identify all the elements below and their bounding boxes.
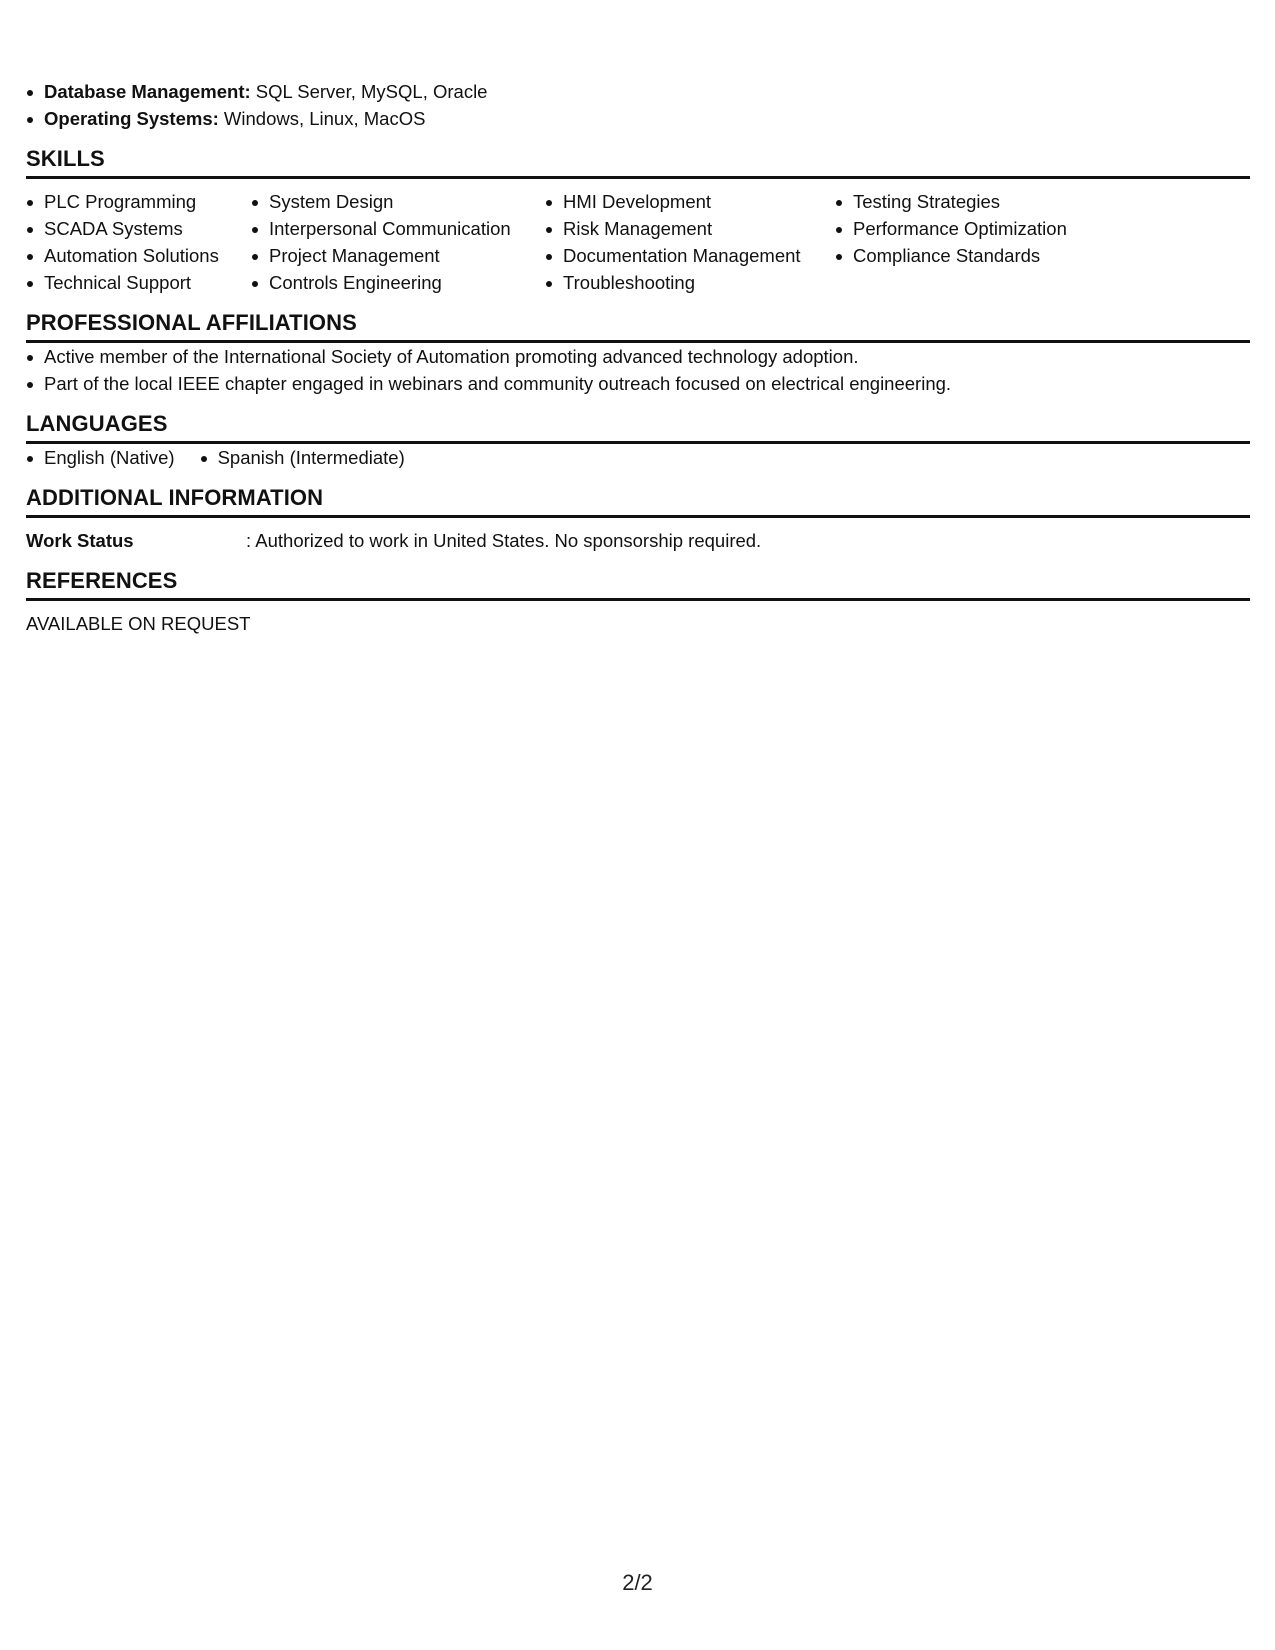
resume-page (26, 78, 1250, 637)
skill-item: Interpersonal Communication (251, 215, 545, 242)
work-status-label: Work Status (26, 530, 134, 551)
skills-section (26, 146, 1250, 296)
skill-item: Project Management (251, 242, 545, 269)
work-status-row (26, 527, 1250, 554)
technical-skill-item (26, 105, 1250, 132)
affiliations-list (26, 343, 1250, 397)
languages-heading: LANGUAGES (26, 411, 1250, 444)
skills-grid (26, 188, 1250, 296)
references-section (26, 568, 1250, 637)
technical-skills-list (26, 78, 1250, 132)
technical-skill-label: Database Management: (44, 81, 251, 102)
skill-item: PLC Programming (26, 188, 251, 215)
skill-item: Risk Management (545, 215, 835, 242)
skills-column (835, 188, 1135, 296)
references-heading: REFERENCES (26, 568, 1250, 601)
skill-item: Compliance Standards (835, 242, 1135, 269)
technical-skill-label: Operating Systems: (44, 108, 219, 129)
skills-column (26, 188, 251, 296)
languages-section (26, 411, 1250, 471)
skill-item: Documentation Management (545, 242, 835, 269)
skill-item: Testing Strategies (835, 188, 1135, 215)
affiliation-item: Part of the local IEEE chapter engaged in webinars and community outreach focused on electrical engineering. (26, 370, 1250, 397)
affiliations-heading: PROFESSIONAL AFFILIATIONS (26, 310, 1250, 343)
skill-item: Automation Solutions (26, 242, 251, 269)
language-item: English (Native) (26, 444, 175, 471)
affiliation-item: Active member of the International Society of Automation promoting advanced technology adoption. (26, 343, 1250, 370)
technical-skill-value: Windows, Linux, MacOS (218, 108, 426, 129)
skill-item: Troubleshooting (545, 269, 835, 296)
technical-skill-item (26, 78, 1250, 105)
affiliations-section (26, 310, 1250, 397)
skills-column (545, 188, 835, 296)
references-text: AVAILABLE ON REQUEST (26, 613, 251, 634)
additional-info-section (26, 485, 1250, 554)
page-number: 2/2 (622, 1570, 653, 1595)
skills-heading: SKILLS (26, 146, 1250, 179)
additional-info-heading: ADDITIONAL INFORMATION (26, 485, 1250, 518)
skill-item: HMI Development (545, 188, 835, 215)
language-item: Spanish (Intermediate) (200, 444, 405, 471)
skills-column (251, 188, 545, 296)
skill-item: System Design (251, 188, 545, 215)
skill-item: Performance Optimization (835, 215, 1135, 242)
skill-item: Technical Support (26, 269, 251, 296)
skill-item: Controls Engineering (251, 269, 545, 296)
work-status-value: : Authorized to work in United States. No sponsorship required. (246, 530, 762, 551)
technical-skill-value: SQL Server, MySQL, Oracle (250, 81, 488, 102)
languages-list (26, 444, 1250, 471)
skill-item: SCADA Systems (26, 215, 251, 242)
